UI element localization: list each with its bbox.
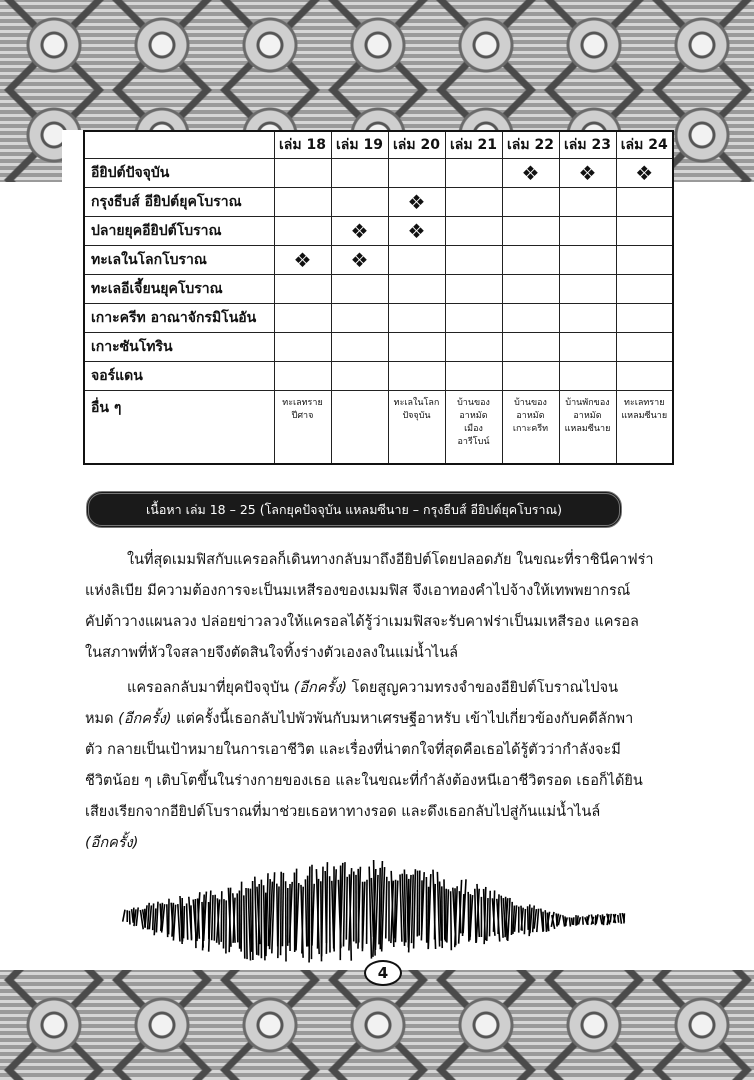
table-row (84, 159, 673, 188)
table-cell (616, 275, 673, 304)
column-header: เล่ม 20 (388, 131, 445, 159)
table-cell (445, 159, 502, 188)
table-row (84, 217, 673, 246)
table-cell (616, 188, 673, 217)
row-label: อื่น ๆ (84, 391, 274, 465)
column-header: เล่ม 22 (502, 131, 559, 159)
table-row (84, 333, 673, 362)
table-row (84, 362, 673, 391)
table-cell (502, 275, 559, 304)
scribble-illustration (120, 860, 630, 970)
table-row (84, 246, 673, 275)
column-header: เล่ม 23 (559, 131, 616, 159)
table-cell (502, 304, 559, 333)
text-line: แครอลกลับมาที่ยุคปัจจุบัน (อีกครั้ง) โดยสูญความทรงจำของอียิปต์โบราณไปจน (127, 680, 618, 696)
other-location-note: บ้านพักของ อาหมัด แหลมซีนาย (559, 391, 616, 465)
row-label: เกาะครีท อาณาจักรมิโนอัน (84, 304, 274, 333)
column-header: เล่ม 18 (274, 131, 331, 159)
content-banner: เนื้อหา เล่ม 18 – 25 (โลกยุคปัจจุบัน แหลมซีนาย – กรุงธีบส์ อียิปต์ยุคโบราณ) (86, 491, 622, 528)
synopsis-paragraph-1 (85, 545, 675, 669)
table-cell (445, 275, 502, 304)
table-cell (445, 333, 502, 362)
table-cell (502, 362, 559, 391)
table-cell (616, 362, 673, 391)
table-cell (445, 362, 502, 391)
text-line: (อีกครั้ง) (85, 835, 139, 851)
table-cell (616, 217, 673, 246)
column-header: เล่ม 19 (331, 131, 388, 159)
text-line: ชีวิตน้อย ๆ เติบโตขึ้นในร่างกายของเธอ และในขณะที่กำลังต้องหนีเอาชีวิตรอด เธอก็ได้ยิน (85, 773, 643, 789)
table-cell (559, 188, 616, 217)
diamond-mark-icon: ❖ (616, 159, 673, 188)
table-cell (559, 333, 616, 362)
column-header: เล่ม 24 (616, 131, 673, 159)
table-cell (388, 246, 445, 275)
table-cell (445, 217, 502, 246)
other-location-note: บ้านของ อาหมัด เมือง อารีโบน์ (445, 391, 502, 465)
table-row (84, 275, 673, 304)
table-row (84, 304, 673, 333)
table-cell (559, 275, 616, 304)
row-label: อียิปต์ปัจจุบัน (84, 159, 274, 188)
table-cell (331, 304, 388, 333)
text-line: หมด (อีกครั้ง) แต่ครั้งนี้เธอกลับไปพัวพันกับมหาเศรษฐีอาหรับ เข้าไปเกี่ยวข้องกับคดีลักพา (85, 711, 634, 727)
table-cell (388, 333, 445, 362)
row-label: ทะเลในโลกโบราณ (84, 246, 274, 275)
row-label: เกาะซันโทริน (84, 333, 274, 362)
header-empty (84, 131, 274, 159)
table-cell (274, 275, 331, 304)
text-line: เสียงเรียกจากอียิปต์โบราณที่มาช่วยเธอหาทางรอด และดึงเธอกลับไปสู่ก้นแม่น้ำไนล์ (85, 804, 601, 820)
table-row-other (84, 391, 673, 465)
table-cell (331, 362, 388, 391)
table-cell (616, 333, 673, 362)
table-cell (502, 217, 559, 246)
other-location-note (331, 391, 388, 465)
table-cell (559, 217, 616, 246)
other-location-note: ทะเลทราย แหลมซีนาย (616, 391, 673, 465)
table-cell (388, 304, 445, 333)
bottom-ornamental-border (0, 970, 754, 1080)
table-cell (274, 217, 331, 246)
table-cell (502, 188, 559, 217)
table-cell (331, 275, 388, 304)
table-cell (274, 304, 331, 333)
diamond-mark-icon: ❖ (559, 159, 616, 188)
table-cell (559, 246, 616, 275)
volume-location-table (83, 130, 674, 465)
table-cell (274, 333, 331, 362)
table-cell (274, 159, 331, 188)
page-number: 4 (364, 960, 402, 986)
diamond-mark-icon: ❖ (331, 217, 388, 246)
table-header-row (84, 131, 673, 159)
diamond-mark-icon: ❖ (388, 217, 445, 246)
table-cell (559, 304, 616, 333)
table-cell (331, 188, 388, 217)
table-cell (502, 333, 559, 362)
other-location-note: ทะเลในโลก ปัจจุบัน (388, 391, 445, 465)
table-cell (274, 188, 331, 217)
table-cell (331, 159, 388, 188)
synopsis-paragraph-2 (85, 673, 675, 859)
diamond-mark-icon: ❖ (502, 159, 559, 188)
diamond-mark-icon: ❖ (388, 188, 445, 217)
table-cell (616, 304, 673, 333)
table-cell (331, 333, 388, 362)
table-row (84, 188, 673, 217)
other-location-note: บ้านของ อาหมัด เกาะครีท (502, 391, 559, 465)
text-line: ในที่สุดเมมฟิสกับแครอลก็เดินทางกลับมาถึงอียิปต์โดยปลอดภัย ในขณะที่ราชินีคาฟร่า (127, 552, 654, 568)
row-label: จอร์แดน (84, 362, 274, 391)
table-cell (445, 188, 502, 217)
table-cell (445, 246, 502, 275)
table-cell (388, 159, 445, 188)
row-label: กรุงธีบส์ อียิปต์ยุคโบราณ (84, 188, 274, 217)
diamond-mark-icon: ❖ (331, 246, 388, 275)
row-label: ทะเลอีเจี้ยนยุคโบราณ (84, 275, 274, 304)
text-line: ในสภาพที่หัวใจสลายจึงตัดสินใจทิ้งร่างตัวเองลงในแม่น้ำไนล์ (85, 645, 459, 661)
text-line: คัปต้าวางแผนลวง ปล่อยข่าวลวงให้แครอลได้รู้ว่าเมมฟิสจะรับคาฟร่าเป็นมเหสีรอง แครอล (85, 614, 639, 630)
table-cell (388, 362, 445, 391)
table-cell (274, 362, 331, 391)
text-line: ตัว กลายเป็นเป้าหมายในการเอาชีวิต และเรื่องที่น่าตกใจที่สุดคือเธอได้รู้ตัวว่ากำลังจะมี (85, 742, 621, 758)
table-cell (445, 304, 502, 333)
table-cell (388, 275, 445, 304)
table-cell (616, 246, 673, 275)
column-header: เล่ม 21 (445, 131, 502, 159)
text-line: แห่งลิเบีย มีความต้องการจะเป็นมเหสีรองของเมมฟิส จึงเอาทองคำไปจ้างให้เทพพยากรณ์ (85, 583, 631, 599)
table-cell (502, 246, 559, 275)
row-label: ปลายยุคอียิปต์โบราณ (84, 217, 274, 246)
table-cell (559, 362, 616, 391)
diamond-mark-icon: ❖ (274, 246, 331, 275)
other-location-note: ทะเลทราย ปีศาจ (274, 391, 331, 465)
